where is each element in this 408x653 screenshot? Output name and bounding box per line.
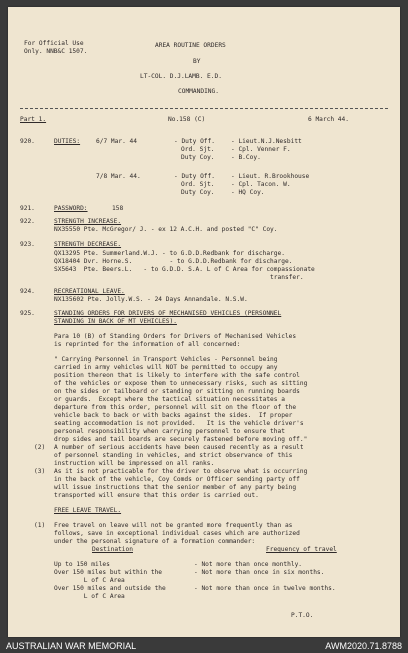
duty-label: Duty Coy. [181, 189, 215, 196]
section-number: 925. [20, 310, 35, 317]
section-number: 921. [20, 205, 35, 212]
duty-label: - Duty Off. [174, 138, 215, 145]
section-number: 924. [20, 288, 35, 295]
order-number: No.158 (C) [168, 116, 206, 123]
section-line: SX5643 Pte. Beers.L. - to G.D.D. S.A. L of C Area for compassionate [54, 266, 315, 273]
quote-line: vehicle back to back or with backs against the sides. If proper [54, 412, 293, 419]
table-row-frequency: - Not more than once monthly. [194, 561, 303, 568]
duty-value: - HQ Coy. [231, 189, 265, 196]
pto-marker: P.T.O. [291, 612, 314, 619]
table-row-destination: Over 150 miles and outside the [54, 585, 166, 592]
quote-line: on the sides or tailboard or standing or sitting on running boards [54, 388, 300, 395]
quote-line: or guards. Except where the tactical situation necessitates a [54, 396, 285, 403]
section-line: QX13295 Pte. Summerland.W.J. - to G.D.D.Redbank for discharge. [54, 250, 285, 257]
item-line: A number of serious accidents have been caused recently as a result [54, 444, 304, 451]
item-line: follows, save in exceptional individual cases which are authorized [54, 530, 300, 537]
duty-value: - Lieut. R.Brookhouse [231, 173, 310, 180]
item-line: will issue instructions that the senior member of any party being [54, 484, 297, 491]
title-line-4: COMMANDING. [178, 88, 219, 95]
quote-line: " Carrying Personnel in Transport Vehicles - Personnel being [54, 356, 278, 363]
title-line-2: BY [193, 58, 201, 65]
table-row-destination: Up to 150 miles [54, 561, 110, 568]
classification-line-1: For Official Use [24, 40, 84, 47]
column-header-destination: Destination [92, 546, 133, 553]
item-line: transported will ensure that this order is carried out. [54, 492, 259, 499]
duty-value: - Cpl. Tacon. W. [231, 181, 291, 188]
table-row-frequency: - Not more than once in twelve months. [194, 585, 336, 592]
section-line: transfer. [54, 274, 304, 281]
item-line: under the personal signature of a formation commander: [54, 538, 256, 545]
duty-date: 6/7 Mar. 44 [96, 138, 137, 145]
table-row-destination: L of C Area [54, 593, 125, 600]
quote-line: seating accommodation is not provided. It is the vehicle driver's [54, 420, 304, 427]
duty-label: Duty Coy. [181, 154, 215, 161]
duty-value: - Lieut.N.J.Nesbitt [231, 138, 302, 145]
footer-source: AUSTRALIAN WAR MEMORIAL [6, 641, 137, 651]
item-line: instruction will be impressed on all ranks. [54, 460, 215, 467]
section-heading: DUTIES: [54, 138, 81, 145]
item-number: (2) [34, 444, 46, 451]
quote-line: of the vehicles or expose them to unnecessary risks, such as sitting [54, 380, 308, 387]
classification-line-2: Only. NNB&C 1507. [24, 48, 88, 55]
section-line: QX18404 Dvr. Horne.S. - to G.D.D.Redbank for discharge. [54, 258, 293, 265]
para-line: is reprinted for the information of all concerned: [54, 341, 241, 348]
footer-bar [0, 638, 408, 653]
section-number: 920. [20, 138, 35, 145]
quote-line: carried in army vehicles will NOT be permitted to occupy any [54, 364, 278, 371]
quote-line: personal responsibility when carrying personnel to ensure that [54, 428, 285, 435]
item-line: Free travel on leave will not be granted more frequently than as [54, 522, 293, 529]
duty-date: 7/8 Mar. 44. [96, 173, 141, 180]
section-heading: FREE LEAVE TRAVEL. [54, 507, 122, 514]
section-number: 922. [20, 218, 35, 225]
section-heading: STANDING ORDERS FOR DRIVERS OF MECHANISED VEHICLES (PERSONNEL [54, 310, 282, 317]
password-value: 158 [112, 205, 124, 212]
section-heading: STRENGTH DECREASE. [54, 241, 122, 248]
table-row-frequency: - Not more than once in six months. [194, 569, 325, 576]
divider [20, 108, 388, 109]
column-header-frequency: Frequency of travel [266, 546, 337, 553]
item-line: of personnel standing in vehicles, and strict observance of this [54, 452, 293, 459]
duty-label: Ord. Sjt. [181, 146, 215, 153]
duty-label: - Duty Off. [174, 173, 215, 180]
item-number: (3) [34, 468, 46, 475]
section-number: 923. [20, 241, 35, 248]
quote-line: departure from this order, personnel will sit on the floor of the [54, 404, 297, 411]
part-label: Part 1. [20, 116, 47, 123]
footer-accession-number: AWM2020.71.8788 [325, 641, 402, 651]
item-number: (1) [34, 522, 46, 529]
section-line: NX35550 Pte. McGregor/ J. - ex 12 A.C.H. and posted "C" Coy. [54, 226, 278, 233]
table-row-destination: Over 150 miles but within the [54, 569, 163, 576]
duty-label: Ord. Sjt. [181, 181, 215, 188]
duty-value: - B.Coy. [231, 154, 261, 161]
item-line: in the back of the vehicle, Coy Comds or Officer sending party off [54, 476, 300, 483]
title-line-3: LT-COL. D.J.LAMB. E.D. [140, 73, 222, 80]
item-line: As it is not practicable for the driver to observe what is occurring [54, 468, 308, 475]
order-date: 6 March 44. [308, 116, 349, 123]
title-line-1: AREA ROUTINE ORDERS [155, 42, 226, 49]
table-row-destination: L of C Area [54, 577, 125, 584]
section-heading: STANDING IN BACK OF MT VEHICLES). [54, 318, 177, 325]
quote-line: drop sides and tail boards are securely fastened before moving off." [54, 436, 308, 443]
quote-line: position thereon that is likely to interfere with the safe control [54, 372, 300, 379]
section-heading: RECREATIONAL LEAVE. [54, 288, 125, 295]
duty-value: - Cpl. Venner F. [231, 146, 291, 153]
section-heading: PASSWORD: [54, 205, 88, 212]
document-page [8, 7, 400, 637]
section-heading: STRENGTH INCREASE. [54, 218, 122, 225]
para-line: Para 10 (B) of Standing Orders for Drivers of Mechanised Vehicles [54, 333, 297, 340]
section-line: NX135602 Pte. Jolly.W.S. - 24 Days Annandale. N.S.W. [54, 296, 248, 303]
